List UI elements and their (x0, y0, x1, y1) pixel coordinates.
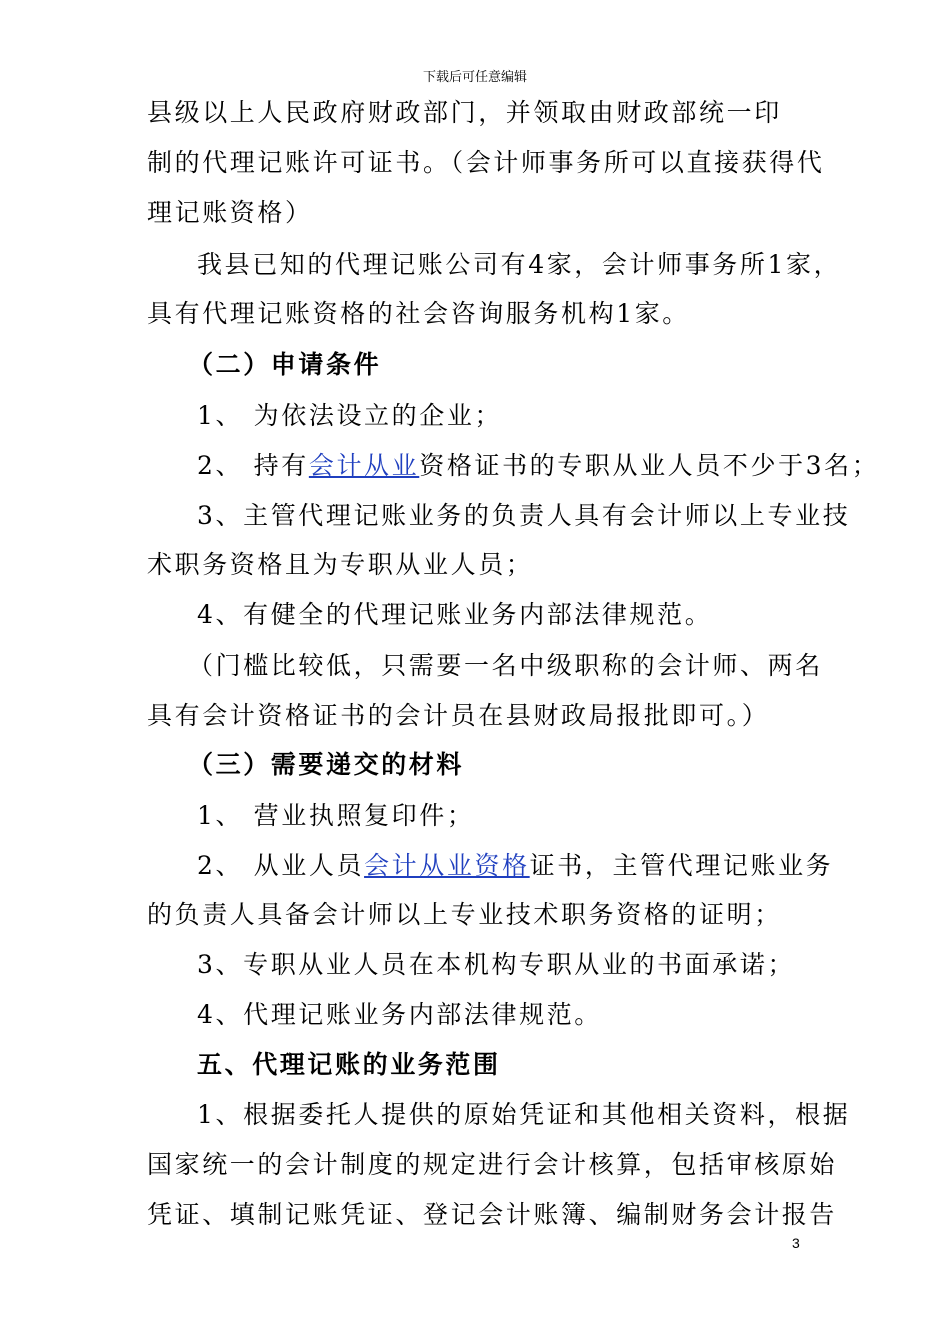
body-line: （门槛比较低，只需要一名中级职称的会计师、两名 (188, 651, 823, 680)
body-line: 县级以上人民政府财政部门，并领取由财政部统一印 (147, 98, 782, 127)
body-line: 凭证、填制记账凭证、登记会计账簿、编制财务会计报告 (147, 1200, 838, 1229)
accounting-qualification-link[interactable]: 会计从业 (308, 451, 420, 480)
body-line: 制的代理记账许可证书。（会计师事务所可以直接获得代 (147, 148, 825, 177)
list-item-prefix: 2、 持有 (197, 451, 309, 480)
list-item: 3、主管代理记账业务的负责人具有会计师以上专业技 (197, 501, 851, 530)
list-item: 1、 为依法设立的企业； (197, 401, 503, 430)
body-line: 理记账资格） (147, 198, 313, 227)
list-item: 1、根据委托人提供的原始凭证和其他相关资料，根据 (197, 1100, 851, 1129)
body-line: 的负责人具备会计师以上专业技术职务资格的证明； (147, 900, 782, 929)
page-header: 下载后可任意编辑 (422, 70, 527, 85)
list-item-suffix: 证书，主管代理记账业务 (529, 851, 834, 880)
body-line: 国家统一的会计制度的规定进行会计核算，包括审核原始 (147, 1150, 838, 1179)
list-item-suffix: 资格证书的专职从业人员不少于3名； (419, 451, 880, 480)
section-heading-requirements: （二）申请条件 (188, 350, 382, 379)
body-line: 具有会计资格证书的会计员在县财政局报批即可。） (147, 701, 770, 730)
list-item: 1、 营业执照复印件； (197, 801, 475, 830)
list-item: 4、有健全的代理记账业务内部法律规范。 (197, 600, 713, 629)
list-item (197, 450, 880, 482)
body-line: 我县已知的代理记账公司有4家，会计师事务所1家， (197, 250, 842, 279)
list-item (197, 850, 834, 882)
list-item-prefix: 2、 从业人员 (197, 851, 365, 880)
body-line: 术职务资格且为专职从业人员； (147, 550, 534, 579)
page-number: 3 (792, 1235, 800, 1251)
section-heading-scope: 五、代理记账的业务范围 (197, 1050, 501, 1079)
accounting-qualification-link[interactable]: 会计从业资格 (364, 851, 530, 880)
body-line: 具有代理记账资格的社会咨询服务机构1家。 (147, 299, 690, 328)
list-item: 4、代理记账业务内部法律规范。 (197, 1000, 602, 1029)
section-heading-materials: （三）需要递交的材料 (188, 750, 465, 779)
list-item: 3、专职从业人员在本机构专职从业的书面承诺； (197, 950, 796, 979)
